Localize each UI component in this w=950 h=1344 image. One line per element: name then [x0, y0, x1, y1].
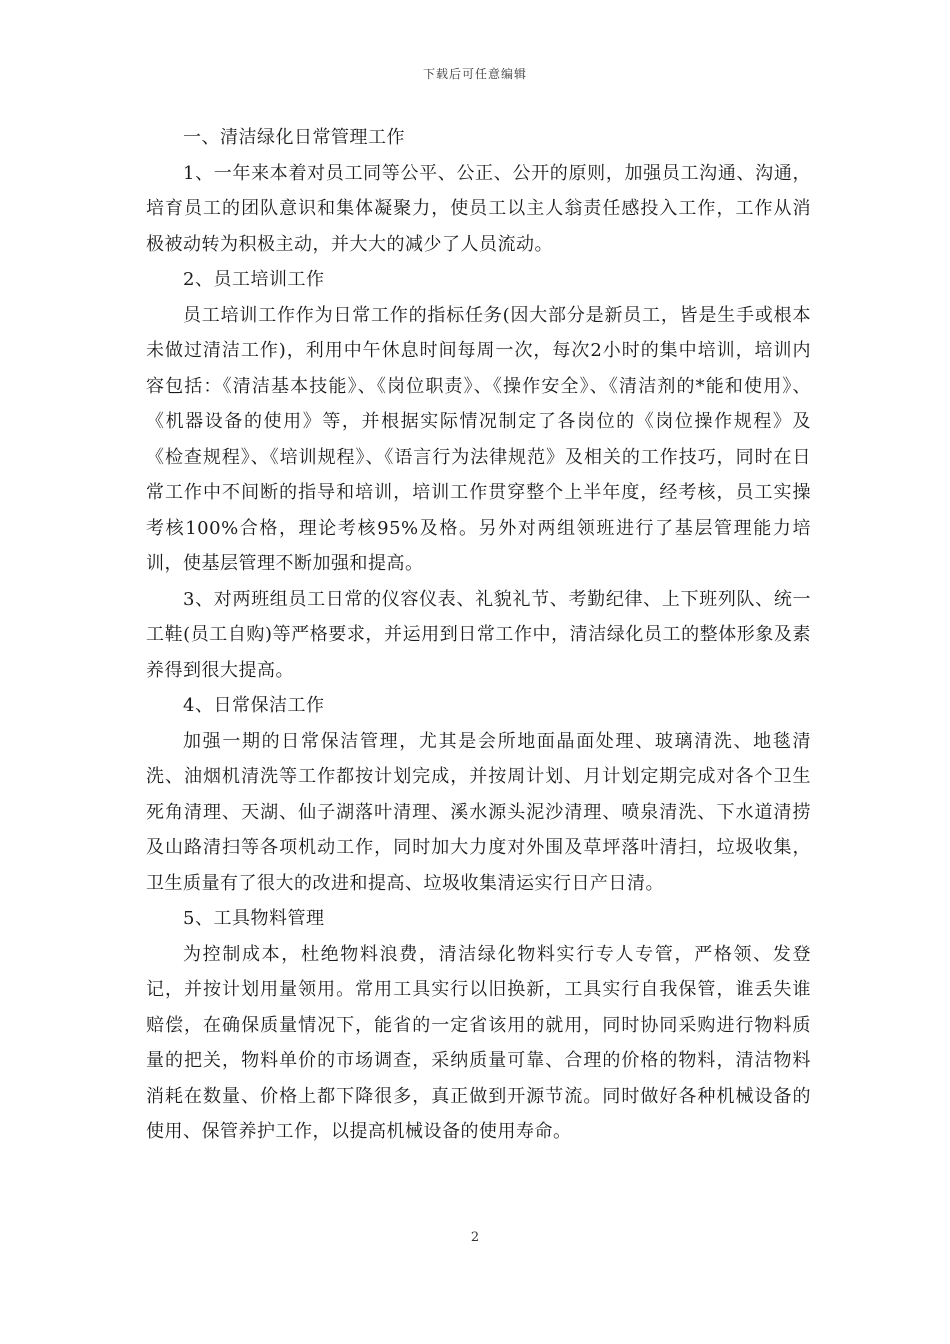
- paragraph-appearance-discipline: 3、对两班组员工日常的仪容仪表、礼貌礼节、考勤纪律、上下班列队、统一工鞋(员工自购)等严格要求，并运用到日常工作中，清洁绿化员工的整体形象及素养得到很大提高。: [146, 588, 811, 681]
- subheading-staff-training: 2、员工培训工作: [183, 269, 325, 290]
- document-body: [146, 120, 811, 1150]
- paragraph-daily-cleaning: 加强一期的日常保洁管理，尤其是会所地面晶面处理、玻璃清洗、地毯清洗、油烟机清洗等工作都按计划完成，并按周计划、月计划定期完成对各个卫生死角清理、天湖、仙子湖落叶清理、溪水源头泥沙清理、喷泉清洗、下水道清捞及山路清扫等各项机动工作，同时加大力度对外围及草坪落叶清扫，垃圾收集，卫生质量有了很大的改进和提高、垃圾收集清运实行日产日清。: [146, 730, 811, 894]
- paragraph-tools-materials: 为控制成本，杜绝物料浪费，清洁绿化物料实行专人专管，严格领、发登记，并按计划用量领用。常用工具实行以旧换新，工具实行自我保管，谁丢失谁赔偿，在确保质量情况下，能省的一定省该用的就用，同时协同采购进行物料质量的把关，物料单价的市场调查，采纳质量可靠、合理的价格的物料，清洁物料消耗在数量、价格上都下降很多，真正做到开源节流。同时做好各种机械设备的使用、保管养护工作，以提高机械设备的使用寿命。: [146, 943, 811, 1142]
- subheading-daily-cleaning: 4、日常保洁工作: [183, 695, 325, 716]
- subheading-tools-materials: 5、工具物料管理: [183, 908, 325, 929]
- page-header-note: 下载后可任意编辑: [422, 67, 527, 81]
- paragraph-staff-training: 员工培训工作作为日常工作的指标任务(因大部分是新员工，皆是生手或根本未做过清洁工作)，利用中午休息时间每周一次，每次2小时的集中培训，培训内容包括：《清洁基本技能》、《岗位职责》、《操作安全》、《清洁剂的*能和使用》、《机器设备的使用》等，并根据实际情况制定了各岗位的《岗位操作规程》及《检查规程》、《培训规程》、《语言行为法律规范》及相关的工作技巧，同时在日常工作中不间断的指导和培训，培训工作贯穿整个上半年度，经考核，员工实操考核100%合格，理论考核95%及格。另外对两组领班进行了基层管理能力培训，使基层管理不断加强和提高。: [146, 304, 811, 574]
- page-number: 2: [470, 1230, 480, 1245]
- paragraph-staff-communication: 1、一年来本着对员工同等公平、公正、公开的原则，加强员工沟通、沟通，培育员工的团队意识和集体凝聚力，使员工以主人翁责任感投入工作，工作从消极被动转为积极主动，并大大的减少了人员流动。: [146, 162, 811, 255]
- section-heading-cleaning-greening: 一、清洁绿化日常管理工作: [183, 127, 405, 148]
